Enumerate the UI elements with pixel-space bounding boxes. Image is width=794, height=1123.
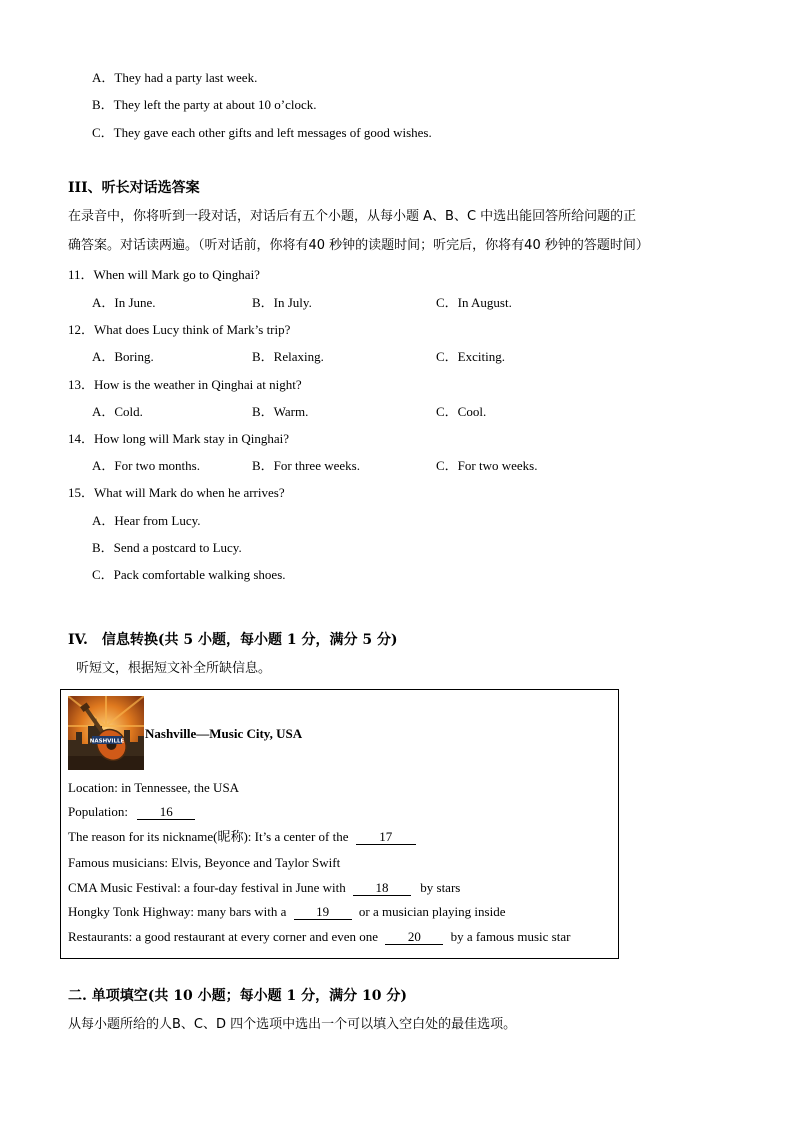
card-location: Location: in Tennessee, the USA [68,780,240,795]
q14-option-b: B．For three weeks. [252,458,360,473]
restaurants-label: Restaurants: a good restaurant at every corner and even one [68,929,379,944]
card-famous: Famous musicians: Elvis, Beyonce and Taylor Swift [68,855,341,870]
section-4-instruction: 听短文，根据短文补全所缺信息。 [76,661,272,676]
card-cma [68,880,460,896]
q14-option-c: C．For two weeks. [436,458,538,473]
option-c: C．They gave each other gifts and left messages of good wishes. [92,125,432,140]
q12-option-c: C．Exciting. [436,349,505,364]
section-3-instruction-2: 确答案。对话读两遍。（听对话前，你将有40 秒钟的读题时间；听完后，你将有40 秒钟的答题时间） [68,238,649,253]
section-4-title: IV. 信息转换(共 5 小题，每小题 1 分，满分 5 分) [68,632,398,648]
question-15: 15．What will Mark do when he arrives? [68,485,285,500]
q15-option-c: C．Pack comfortable walking shoes. [92,567,286,582]
q14-option-a: A．For two months. [92,458,200,473]
reason-label: The reason for its nickname(昵称): It’s a center of the [68,829,349,844]
logo-text: NASHVILLE [89,738,125,745]
blank-17: 17 [356,830,416,845]
cma-label: CMA Music Festival: a four-day festival in June with [68,880,346,895]
blank-20: 20 [385,930,443,945]
q13-option-a: A．Cold. [92,404,143,419]
card-reason [68,829,416,845]
q11-option-c: C．In August. [436,295,512,310]
section-2-instruction: 从每小题所给的人B、C、D 四个选项中选出一个可以填入空白处的最佳选项。 [68,1017,517,1032]
option-b: B．They left the party at about 10 o’clock. [92,97,317,112]
section-3-title: III、听长对话选答案 [68,180,200,196]
question-11: 11．When will Mark go to Qinghai? [68,267,260,282]
cma-tail: by stars [420,880,461,895]
hongky-tail: or a musician playing inside [358,904,506,919]
card-population [68,804,195,820]
restaurants-tail: by a famous music star [450,929,571,944]
population-label: Population: [68,804,128,819]
q11-option-a: A．In June. [92,295,156,310]
blank-18: 18 [353,881,411,896]
section-3-instruction-1: 在录音中，你将听到一段对话，对话后有五个小题，从每小题 A、B、C 中选出能回答所给问题的正 [68,209,637,224]
option-a: A．They had a party last week. [92,70,258,85]
card-title: Nashville—Music City, USA [145,726,303,741]
q15-option-a: A．Hear from Lucy. [92,513,201,528]
nashville-guitar-logo [68,696,144,770]
q12-option-b: B．Relaxing. [252,349,324,364]
question-13: 13．How is the weather in Qinghai at night? [68,377,302,392]
card-hongky [68,904,505,920]
card-restaurants [68,929,570,945]
question-14: 14．How long will Mark stay in Qinghai? [68,431,289,446]
q13-option-b: B．Warm. [252,404,309,419]
q12-option-a: A．Boring. [92,349,154,364]
blank-19: 19 [294,905,352,920]
blank-16: 16 [137,805,195,820]
q13-option-c: C．Cool. [436,404,487,419]
section-2-title: 二. 单项填空(共 10 小题；每小题 1 分，满分 10 分) [68,988,407,1004]
question-12: 12．What does Lucy think of Mark’s trip? [68,322,291,337]
hongky-label: Hongky Tonk Highway: many bars with a [68,904,287,919]
q11-option-b: B．In July. [252,295,312,310]
q15-option-b: B．Send a postcard to Lucy. [92,540,242,555]
